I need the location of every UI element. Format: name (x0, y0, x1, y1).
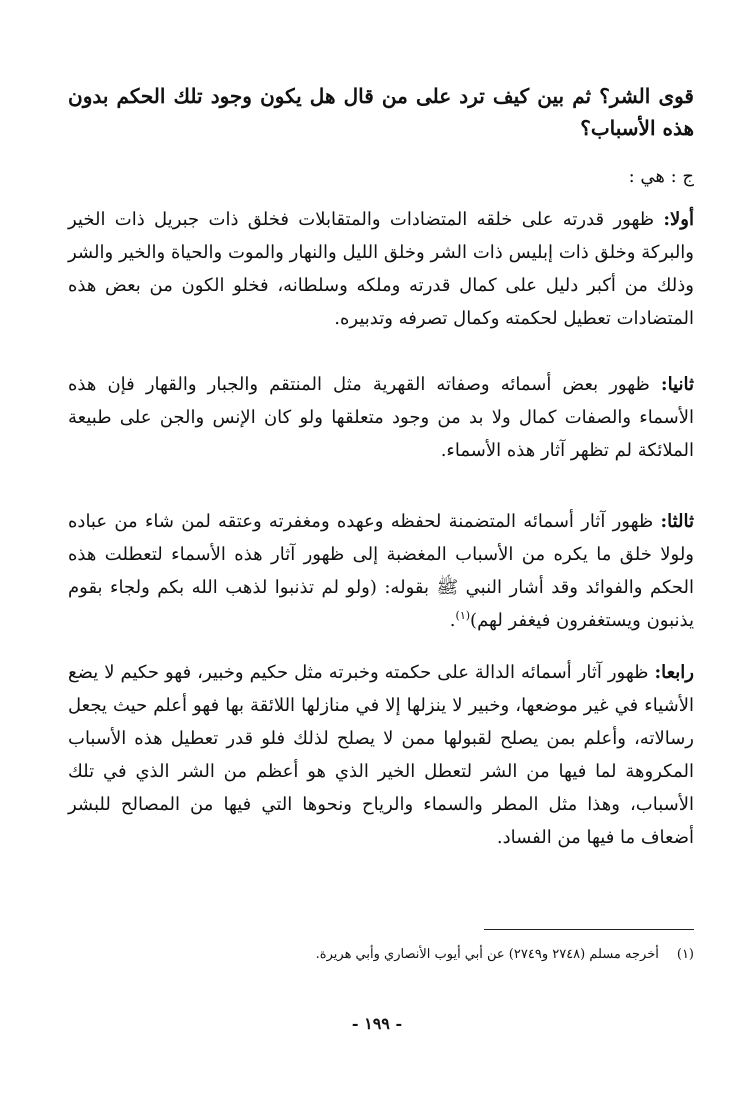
footnote (110, 944, 694, 966)
paragraph-second (68, 368, 694, 467)
paragraph-text: ظهور قدرته على خلقه المتضادات والمتقابلات فخلق ذات جبريل ذات الخير والبركة وخلق ذات إبليس ذات الشر وخلق الليل والنهار والموت والحياة والخير والشر وذلك من أكبر دليل على كمال قدرته وملكه وسلطانه، فخلو الكون من بعض هذه المتضادات تعطيل لحكمته وكمال تصرفه وتدبيره. (68, 209, 694, 329)
question-heading: قوى الشر؟ ثم بين كيف ترد على من قال هل يكون وجود تلك الحكم بدون هذه الأسباب؟ (68, 84, 694, 140)
footnote-divider (484, 929, 694, 930)
paragraph-lead: رابعا: (654, 662, 694, 683)
paragraph-lead: ثالثا: (660, 511, 694, 532)
paragraph-fourth (68, 656, 694, 854)
answer-intro: ج : هي : (628, 166, 694, 187)
paragraph-text: ظهور آثار أسمائه الدالة على حكمته وخبرته مثل حكيم وخبير، فهو حكيم لا يضع الأشياء في غير موضعها، وخبير لا ينزلها إلا في منازلها اللائقة بها فهو أعلم حيث يجعل رسالاته، وأعلم بمن يصلح لقبولها ممن لا يصلح لذلك فلو قدر تعطيل هذه الأسباب المكروهة لما فيها من الشر لتعطل الخير الذي هو أعظم من الشر الذي في تلك الأسباب، وهذا مثل المطر والسماء والرياح ونحوها التي فيها من المصالح للبشر أضعاف ما فيها من الفساد. (68, 662, 694, 848)
page-number: - ١٩٩ - (351, 1014, 403, 1033)
footnote-text: أخرجه مسلم (٢٧٤٨ و٢٧٤٩) عن أبي أيوب الأنصاري وأبي هريرة. (315, 947, 659, 962)
paragraph-text: ظهور آثار أسمائه المتضمنة لحفظه وعهده ومغفرته وعتقه لمن شاء من عباده ولولا خلق ما يكره من الأسباب المغضبة إلى ظهور آثار هذه الأسماء لتعطلت هذه الحكم والفوائد وقد أشار النبي ﷺ بقوله: (ولو لم تذنبوا لذهب الله بكم ولجاء بقوم يذنبون ويستغفرون فيغفر لهم) (68, 511, 694, 631)
paragraph-lead: ثانيا: (660, 374, 694, 395)
footnote-reference[interactable]: (١) (455, 609, 471, 622)
footnote-number: (١) (676, 947, 694, 962)
paragraph-third (68, 505, 694, 637)
paragraph-first (68, 203, 694, 335)
paragraph-lead: أولا: (663, 209, 694, 230)
paragraph-tail: . (449, 610, 456, 631)
paragraph-text: ظهور بعض أسمائه وصفاته القهرية مثل المنتقم والجبار والقهار فإن هذه الأسماء والصفات كمال ولا بد من وجود متعلقها ولو كان الإنس والجن على طبيعة الملائكة لم تظهر آثار هذه الأسماء. (68, 374, 694, 461)
